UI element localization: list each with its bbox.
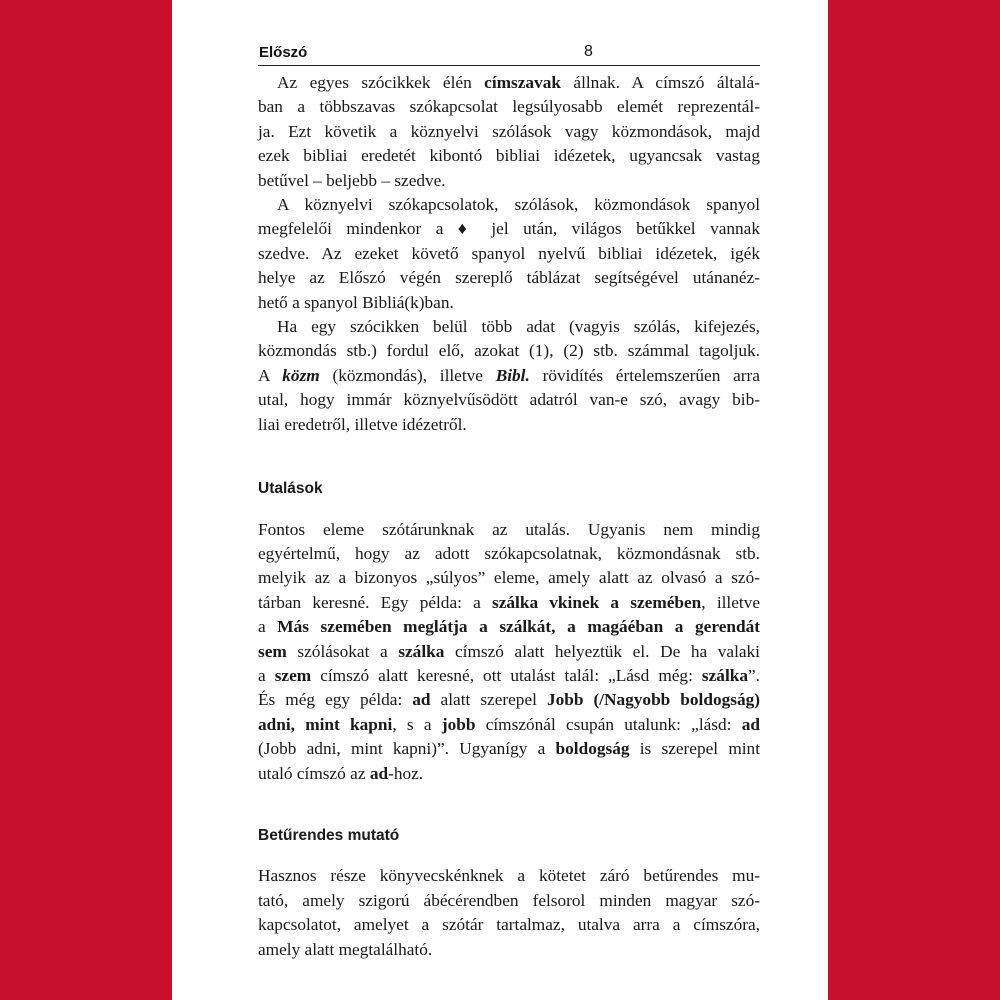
section-heading-index: Betűrendes mutató <box>258 826 400 844</box>
running-header <box>258 40 760 66</box>
abbreviation: Bibl. <box>495 365 530 385</box>
page-body <box>258 71 760 962</box>
text-line: utaló címszó az ad-hoz. <box>258 763 424 783</box>
bold-term: boldogság <box>555 739 630 759</box>
bold-term: címszavak <box>484 73 561 92</box>
bold-term: Jobb (/Nagyobb boldogság) <box>546 690 761 710</box>
text-line: adni, mint kapni, s a jobb címszónál csupán utalunk: „lásd: ad <box>258 714 760 734</box>
text-line: melyik az a bizonyos „súlyos” eleme, amely alatt az olvasó a szó- <box>258 568 760 588</box>
text-line: Fontos eleme szótárunknak az utalás. Ugyanis nem mindig <box>258 519 760 539</box>
text-line: amely alatt megtalálható. <box>258 939 433 959</box>
text-line: tató, amely szigorú ábécérendben felsorol minden magyar szó- <box>258 890 760 910</box>
text-line: helye az Előszó végén szereplő táblázat segítségével utánanéz- <box>258 268 760 288</box>
text-line: szedve. Az ezeket követő spanyol nyelvű bibliai idézetek, igék <box>258 243 760 263</box>
text-line: Ha egy szócikken belül több adat (vagyis szólás, kifejezés, <box>277 317 760 337</box>
bold-term: ad <box>369 763 389 783</box>
text-line: a Más szemében meglátja a szálkát, a magáéban a gerendát <box>258 617 760 637</box>
text-line: megfelelői mindenkor a ♦ jel után, világos betűkkel vannak <box>258 219 760 239</box>
bold-term: jobb <box>441 714 476 734</box>
text-line: Az egyes szócikkek élén címszavak állnak. A címszó általá- <box>277 73 760 92</box>
text-line: hető a spanyol Bibliá(k)ban. <box>258 292 454 312</box>
paragraph-index <box>258 864 760 962</box>
text-line: betűvel – beljebb – szedve. <box>258 170 446 190</box>
bold-term: ad <box>741 714 760 734</box>
text-line: egyértelmű, hogy az adott szókapcsolatnak, közmondásnak stb. <box>258 543 760 563</box>
text-line: Hasznos része könyvecskénknek a kötetet záró betűrendes mu- <box>258 866 760 886</box>
abbreviation: közm <box>282 365 320 385</box>
text-line: (Jobb adni, mint kapni)”. Ugyanígy a boldogság is szerepel mint <box>258 739 760 759</box>
text-line: liai eredetről, illetve idézetről. <box>258 414 467 434</box>
bold-term: szálka vkinek a szemében <box>492 592 702 612</box>
paragraph-references <box>258 518 760 786</box>
book-page <box>172 0 828 1000</box>
bold-term: szálka <box>398 641 445 661</box>
bold-term: sem <box>258 641 287 661</box>
text-line: ja. Ezt követik a köznyelvi szólások vagy közmondások, majd <box>258 121 760 141</box>
bold-term: Más szemében meglátja a szálkát, a magáéban a gerendát <box>277 617 760 637</box>
text-line: A közm (közmondás), illetve Bibl. rövidítés értelemszerűen arra <box>258 365 760 385</box>
text-line: A köznyelvi szókapcsolatok, szólások, közmondások spanyol <box>277 195 760 215</box>
text-line: utal, hogy immár köznyelvűsödött adatról van-e szó, avagy bib- <box>258 390 760 410</box>
bold-term: adni, mint kapni <box>258 714 393 734</box>
text-line: kapcsolatot, amelyet a szótár tartalmaz, utalva arra a címszóra, <box>258 915 760 935</box>
bold-term: ad <box>412 690 431 710</box>
text-line: a szem címszó alatt keresné, ott utalást talál: „Lásd még: szálka”. <box>258 665 760 685</box>
bold-term: szálka <box>701 665 748 685</box>
section-title: Előszó <box>259 44 308 61</box>
text-line: közmondás stb.) fordul elő, azokat (1), (2) stb. számmal tagoljuk. <box>258 341 760 361</box>
paragraph-headwords <box>258 71 760 193</box>
text-line: sem szólásokat a szálka címszó alatt helyeztük el. De ha valaki <box>258 641 760 661</box>
text-line: És még egy példa: ad alatt szerepel Jobb (/Nagyobb boldogság) <box>258 690 761 710</box>
page-number: 8 <box>584 43 593 60</box>
paragraph-spanish-equivalents <box>258 193 760 315</box>
paragraph-numbering <box>258 315 760 437</box>
bold-term: szem <box>274 665 312 685</box>
text-line: tárban keresné. Egy példa: a szálka vkinek a szemében, illetve <box>258 592 761 612</box>
text-line: ban a többszavas szókapcsolat legsúlyosabb elemét reprezentál- <box>258 97 760 117</box>
section-heading-references: Utalások <box>258 480 323 498</box>
text-line: ezek bibliai eredetét kibontó bibliai idézetek, ugyancsak vastag <box>258 146 760 166</box>
